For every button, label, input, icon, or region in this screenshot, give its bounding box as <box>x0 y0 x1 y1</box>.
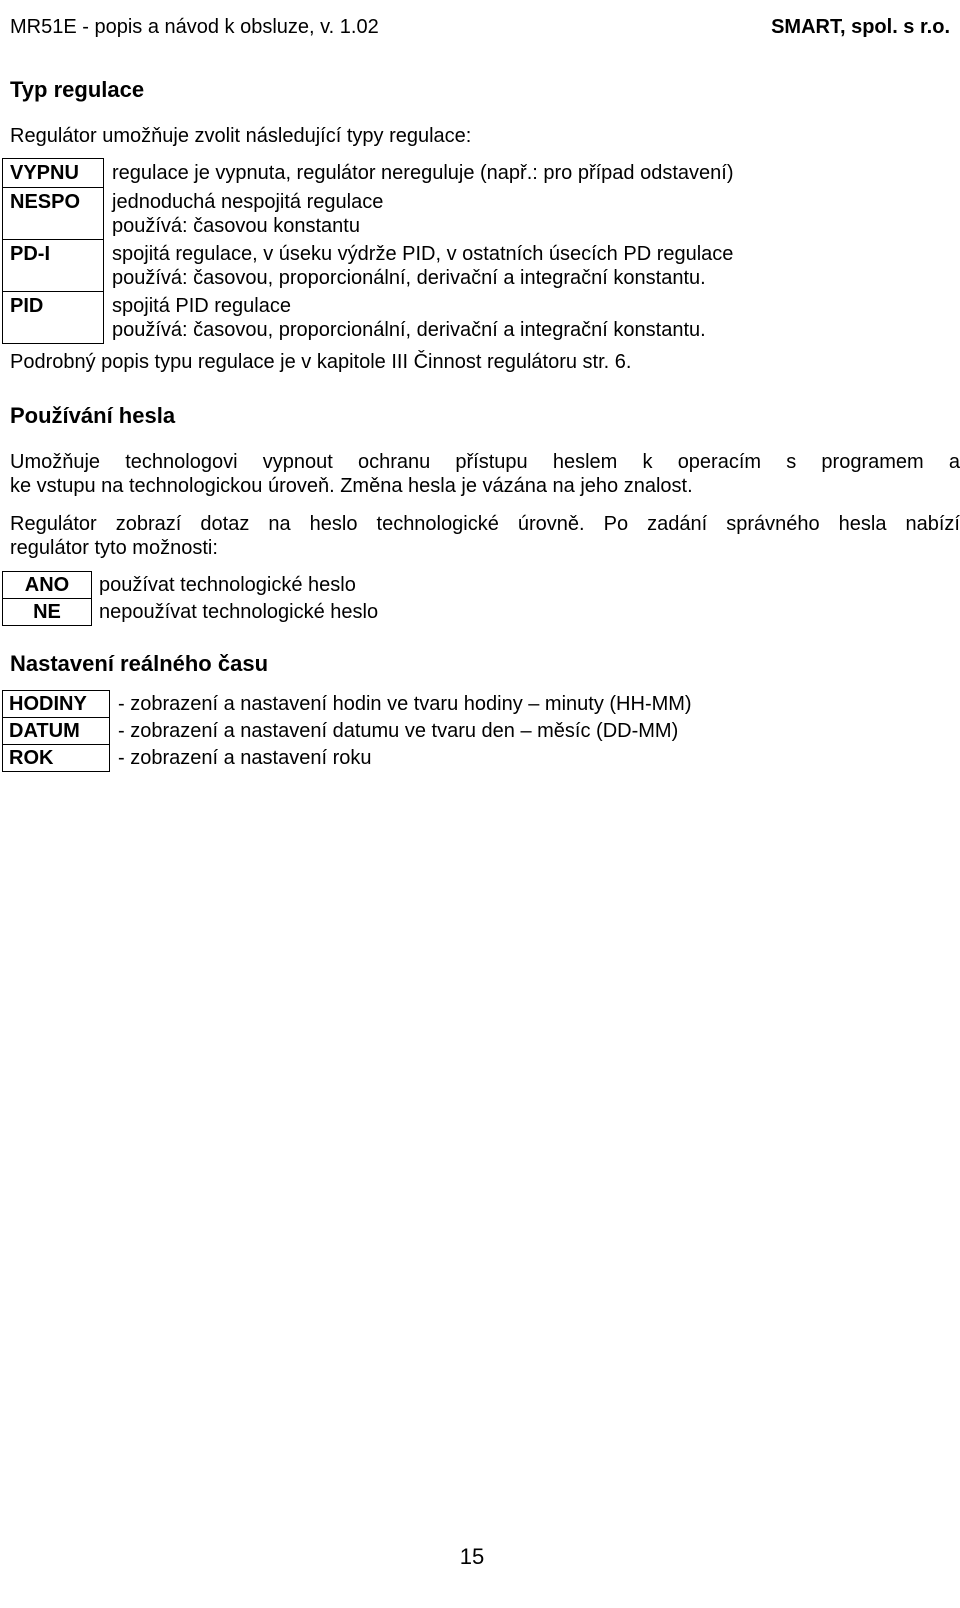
page-header <box>10 14 950 40</box>
desc-line: spojitá PID regulace <box>112 294 291 317</box>
option-key: ANO <box>3 572 92 599</box>
desc-line: spojitá regulace, v úseku výdrže PID, v ostatních úsecích PD regulace <box>112 242 734 265</box>
desc-line: regulace je vypnuta, regulátor nereguluje (např.: pro případ odstavení) <box>112 161 734 184</box>
paragraph-line: regulátor tyto možnosti: <box>10 537 218 559</box>
regulation-types-table <box>2 158 742 344</box>
real-time-table <box>2 690 701 772</box>
time-key: DATUM <box>3 718 110 745</box>
paragraph-line: Umožňuje technologovi vypnout ochranu přístupu heslem k operacím s programem a <box>10 451 960 473</box>
table-row <box>3 691 701 718</box>
table-row <box>3 745 701 772</box>
regulation-key: PD-I <box>3 240 104 292</box>
regulation-key: PID <box>3 292 104 344</box>
table-row <box>3 718 701 745</box>
table-row <box>3 188 742 240</box>
password-paragraph-1 <box>10 450 960 498</box>
regulation-desc <box>104 159 742 188</box>
heading-password: Používání hesla <box>10 403 176 428</box>
table-row <box>3 240 742 292</box>
regulation-desc <box>104 240 742 292</box>
paragraph-line: Regulátor zobrazí dotaz na heslo technologické úrovně. Po zadání správného hesla nabízí <box>10 513 960 535</box>
time-desc: - zobrazení a nastavení roku <box>118 746 372 769</box>
password-options-table <box>2 571 386 626</box>
document-title: MR51E - popis a návod k obsluze, v. 1.02 <box>10 16 379 38</box>
password-paragraph-2 <box>10 512 960 560</box>
regulation-desc <box>104 292 742 344</box>
time-desc: - zobrazení a nastavení datumu ve tvaru den – měsíc (DD-MM) <box>118 719 679 742</box>
regulation-key: VYPNU <box>3 159 104 188</box>
paragraph-line: ke vstupu na technologickou úroveň. Změna hesla je vázána na jeho znalost. <box>10 475 693 497</box>
desc-line: používá: časovou, proporcionální, derivační a integrační konstantu. <box>112 318 706 341</box>
time-desc: - zobrazení a nastavení hodin ve tvaru hodiny – minuty (HH-MM) <box>118 692 692 715</box>
table-row <box>3 292 742 344</box>
page-number: 15 <box>459 1544 485 1569</box>
option-desc: používat technologické heslo <box>99 573 356 596</box>
heading-real-time: Nastavení reálného času <box>10 651 269 676</box>
company-name: SMART, spol. s r.o. <box>771 16 950 38</box>
option-desc: nepoužívat technologické heslo <box>99 600 379 623</box>
time-key: ROK <box>3 745 110 772</box>
desc-line: používá: časovou, proporcionální, derivační a integrační konstantu. <box>112 266 706 289</box>
regulation-intro: Regulátor umožňuje zvolit následující typy regulace: <box>10 125 472 147</box>
time-key: HODINY <box>3 691 110 718</box>
desc-line: používá: časovou konstantu <box>112 214 360 237</box>
regulation-key: NESPO <box>3 188 104 240</box>
desc-line: jednoduchá nespojitá regulace <box>112 190 384 213</box>
table-row <box>3 159 742 188</box>
heading-regulation-type: Typ regulace <box>10 77 145 102</box>
regulation-footer: Podrobný popis typu regulace je v kapitole III Činnost regulátoru str. 6. <box>10 351 632 373</box>
table-row <box>3 599 386 626</box>
table-row <box>3 572 386 599</box>
option-key: NE <box>3 599 92 626</box>
regulation-desc <box>104 188 742 240</box>
